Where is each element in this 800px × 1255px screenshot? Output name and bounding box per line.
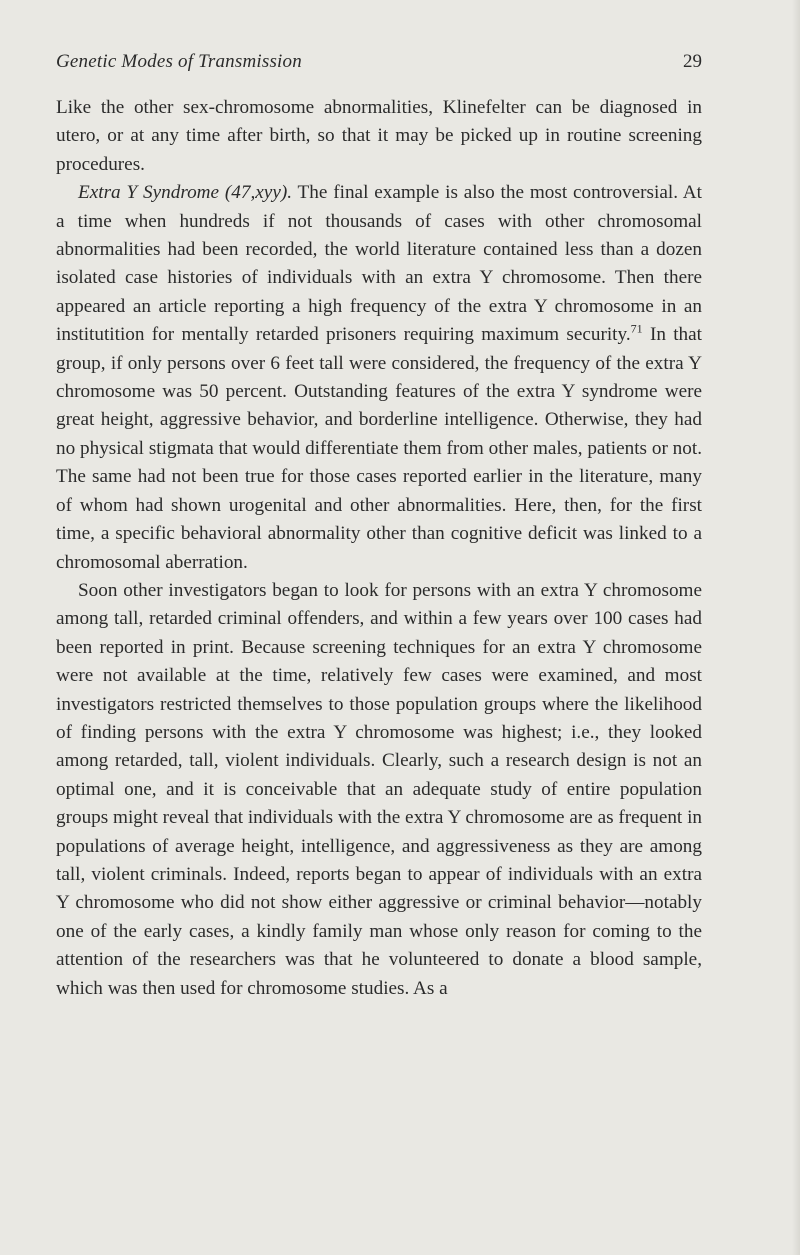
paragraph-2-text-b: In that group, if only persons over 6 feet tall were considered, the frequency of the extra Y chromosome was 50 percent. Outstanding features of the extra Y syndrome were great height, aggressive behavior, and borderline intelligence. Otherwise, they had no physical stigmata that would differentiate them from other males, patients or not. The same had not been true for those cases reported earlier in the literature, many of whom had shown urogenital and other abnormalities. Here, then, for the first time, a specific behavioral abnormality other than cognitive deficit was linked to a chromosomal aberration. <box>56 324 702 573</box>
page-number: 29 <box>683 51 702 72</box>
body-text <box>56 94 702 1003</box>
paragraph-2 <box>56 179 702 577</box>
section-run-in-heading: Extra Y Syndrome (47,xyy). <box>78 182 293 204</box>
page-edge-shadow <box>792 0 800 1255</box>
running-head <box>56 50 702 74</box>
paragraph-3: Soon other investigators began to look for persons with an extra Y chromosome among tall, retarded criminal offenders, and within a few years over 100 cases had been reported in print. Because screening techniques for an extra Y chromosome were not available at the time, relatively few cases were examined, and most investigators restricted themselves to those population groups where the likelihood of finding persons with the extra Y chromosome was highest; i.e., they looked among retarded, tall, violent individuals. Clearly, such a research design is not an optimal one, and it is conceivable that an adequate study of entire population groups might reveal that individuals with the extra Y chromosome are as frequent in populations of average height, intelligence, and aggressiveness as they are among tall, violent criminals. Indeed, reports began to appear of individuals with an extra Y chromosome who did not show either aggressive or criminal behavior—notably one of the early cases, a kindly family man whose only reason for coming to the attention of the researchers was that he volunteered to donate a blood sample, which was then used for chromosome studies. As a <box>56 579 702 999</box>
footnote-reference: 71 <box>630 321 643 336</box>
running-title: Genetic Modes of Transmission <box>56 51 302 72</box>
paragraph-2-text-a: The final example is also the most controversial. At a time when hundreds if not thousands of cases with other chromosomal abnormalities had been recorded, the world literature contained less than a dozen isolated case histories of individuals with an extra Y chromosome. Then there appeared an article reporting a high frequency of the extra Y chromosome in an institutition for mentally retarded prisoners requiring maximum security. <box>56 182 702 346</box>
paragraph-1: Like the other sex-chromosome abnormalities, Klinefelter can be diagnosed in utero, or at any time after birth, so that it may be picked up in routine screening procedures. <box>56 97 702 175</box>
